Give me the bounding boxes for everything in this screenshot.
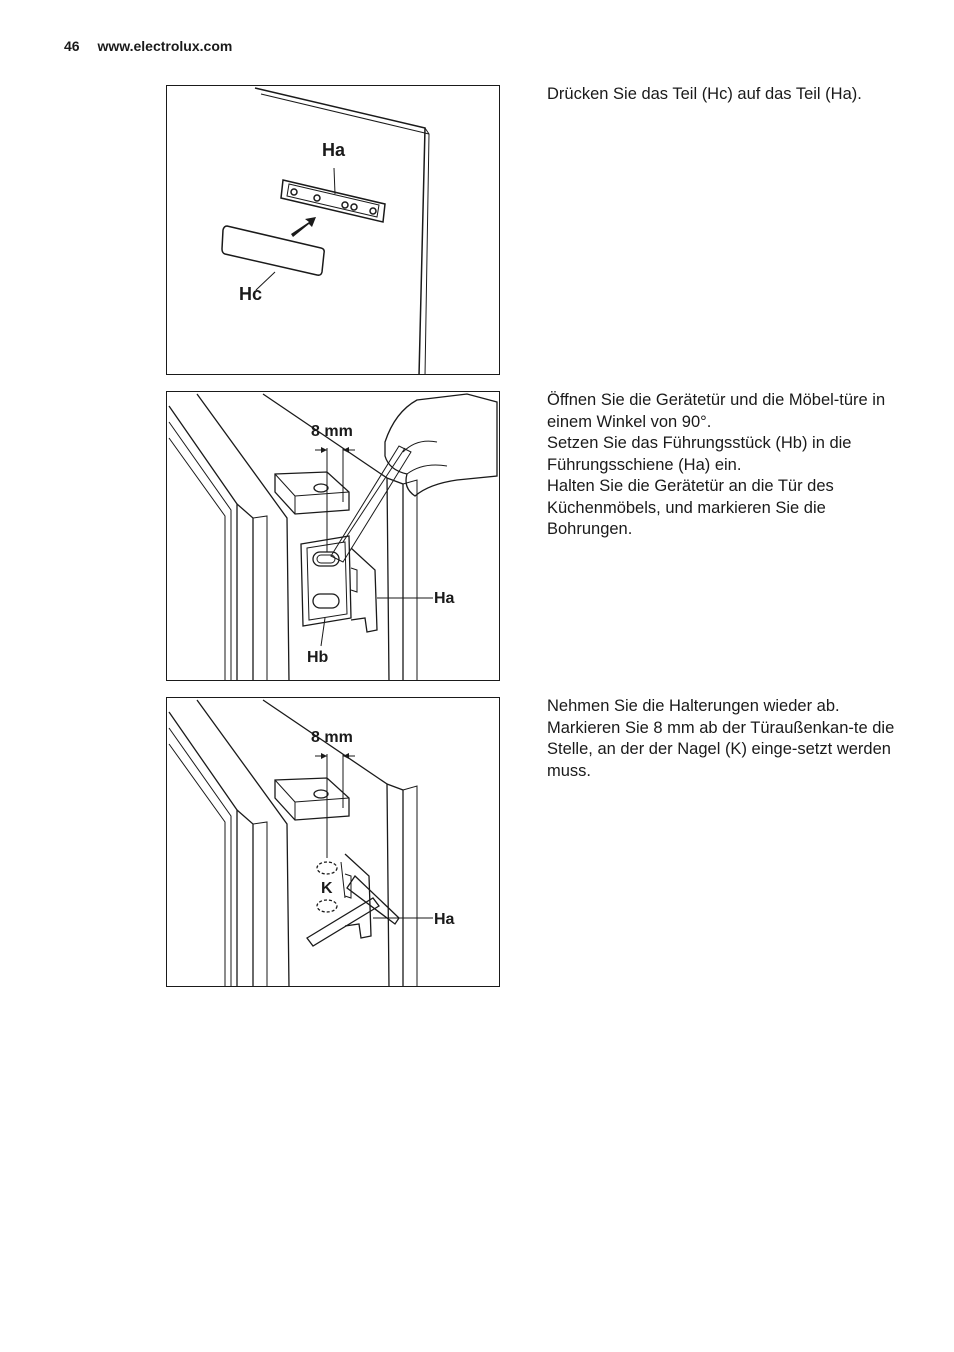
label-ha: Ha bbox=[322, 140, 346, 160]
website-url: www.electrolux.com bbox=[97, 38, 233, 54]
illustration-nail-mark bbox=[167, 698, 500, 987]
label-hc: Hc bbox=[239, 284, 263, 304]
figure-press-hc-onto-ha bbox=[166, 85, 500, 375]
step-3-text bbox=[547, 696, 897, 782]
step-2-paragraph-2: Setzen Sie das Führungsstück (Hb) in die Führungsschiene (Ha) ein. bbox=[547, 434, 852, 474]
label-ha: Ha bbox=[434, 590, 455, 607]
label-8mm: 8 mm bbox=[311, 423, 353, 440]
step-1-paragraph-1: Drücken Sie das Teil (Hc) auf das Teil (Ha). bbox=[547, 85, 862, 103]
illustration-hinge-guide bbox=[167, 392, 500, 681]
label-ha: Ha bbox=[434, 911, 455, 928]
step-2-text bbox=[547, 390, 897, 541]
step-3-paragraph-2: Markieren Sie 8 mm ab der Türaußenkan-te die Stelle, an der der Nagel (K) einge-setzt werden muss. bbox=[547, 718, 895, 780]
page-number: 46 bbox=[64, 38, 80, 54]
figure-mark-nail-position bbox=[166, 697, 500, 987]
label-hb: Hb bbox=[307, 649, 329, 666]
step-3-paragraph-1: Nehmen Sie die Halterungen wieder ab. bbox=[547, 697, 840, 715]
step-1-text bbox=[547, 84, 897, 106]
label-8mm: 8 mm bbox=[311, 729, 353, 746]
illustration-door-bracket bbox=[167, 86, 500, 375]
page-header bbox=[64, 38, 232, 54]
figure-mark-holes bbox=[166, 391, 500, 681]
step-2-paragraph-3: Halten Sie die Gerätetür an die Tür des Küchenmöbels, und markieren Sie die Bohrungen. bbox=[547, 477, 834, 538]
label-k: K bbox=[321, 880, 333, 897]
step-2-paragraph-1: Öffnen Sie die Gerätetür und die Möbel-türe in einem Winkel von 90°. bbox=[547, 391, 886, 431]
